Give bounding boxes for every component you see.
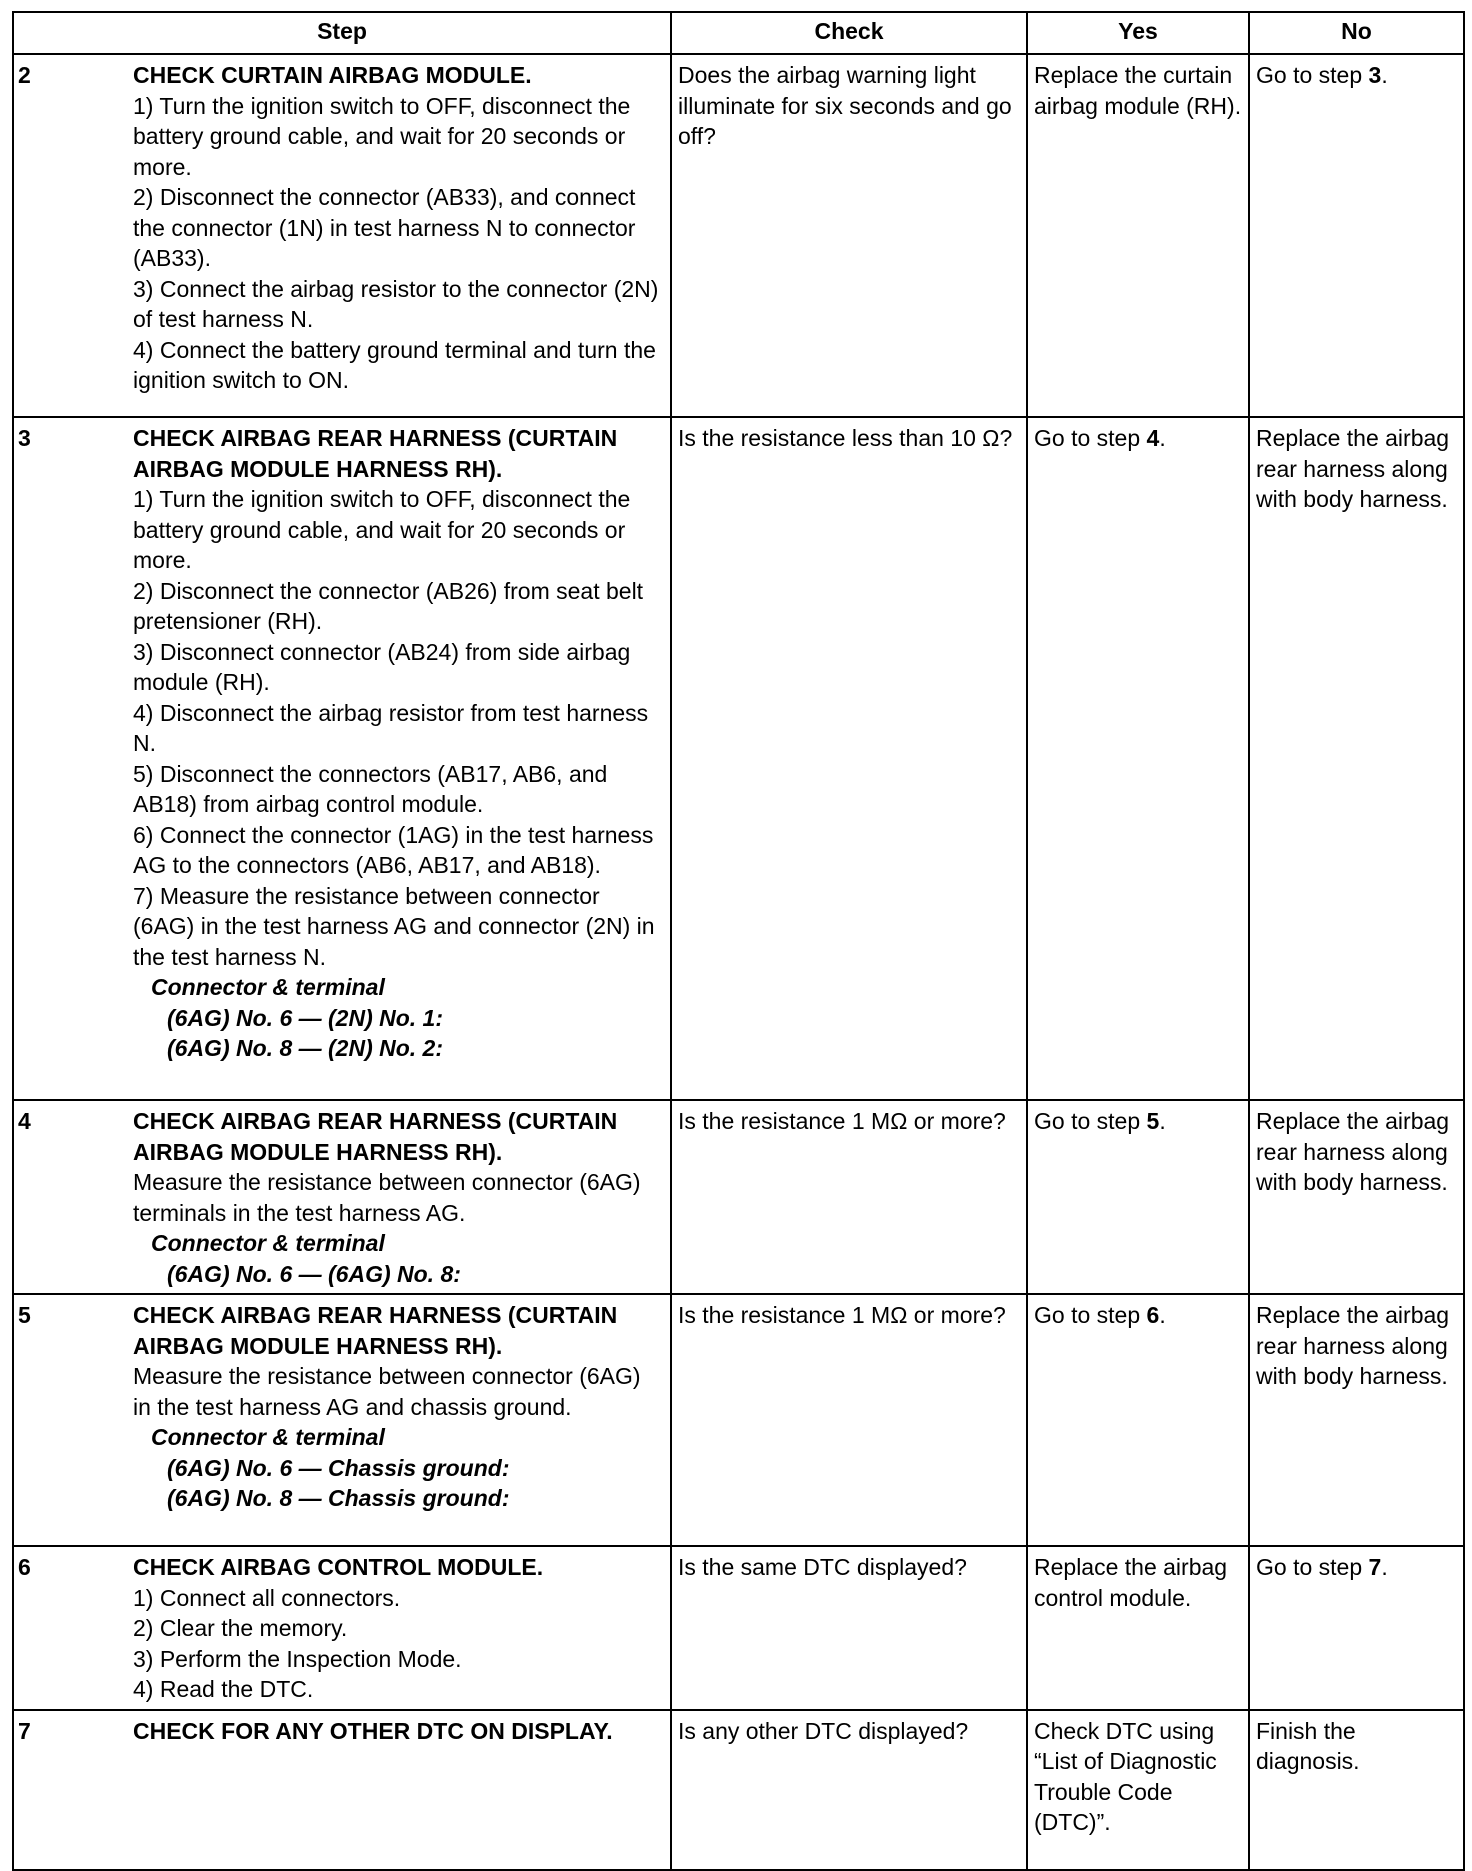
yes-step-ref: 4 xyxy=(1146,425,1160,451)
no-action-suffix: . xyxy=(1381,1554,1388,1580)
step-number: 4 xyxy=(13,1100,129,1294)
yes-action xyxy=(1027,54,1249,417)
connector-terminal-spec: (6AG) No. 6 — Chassis ground: xyxy=(167,1454,510,1481)
step-description xyxy=(129,1100,671,1294)
step-instruction: 6) Connect the connector (1AG) in the test harness AG to the connectors (AB6, AB17, and AB18). xyxy=(133,821,654,878)
check-question: Is the resistance 1 MΩ or more? xyxy=(671,1100,1027,1294)
yes-action-text: Check DTC using “List of Diagnostic Trouble Code (DTC)”. xyxy=(1034,1717,1217,1835)
yes-action-suffix: . xyxy=(1159,425,1166,451)
step-number: 6 xyxy=(13,1546,129,1710)
yes-action xyxy=(1027,1294,1249,1546)
step-instruction: 1) Connect all connectors. xyxy=(133,1584,401,1611)
connector-terminal-spec: (6AG) No. 6 — (6AG) No. 8: xyxy=(167,1260,461,1287)
yes-action xyxy=(1027,1710,1249,1870)
no-action-text: Replace the airbag rear harness along with body harness. xyxy=(1256,1108,1450,1195)
step-instruction: 2) Clear the memory. xyxy=(133,1615,348,1641)
no-step-ref: 3 xyxy=(1368,62,1382,88)
header-check: Check xyxy=(671,12,1027,54)
no-action xyxy=(1249,1546,1464,1710)
step-title: CHECK AIRBAG REAR HARNESS (CURTAIN AIRBAG MODULE HARNESS RH). xyxy=(133,1108,618,1165)
step-instruction: 4) Connect the battery ground terminal and turn the ignition switch to ON. xyxy=(133,336,656,393)
connector-terminal-heading: Connector & terminal xyxy=(151,974,385,1000)
step-number: 3 xyxy=(13,417,129,1100)
no-action xyxy=(1249,54,1464,417)
header-row xyxy=(13,12,1464,54)
yes-action-text: Replace the airbag control module. xyxy=(1034,1554,1228,1611)
check-question: Does the airbag warning light illuminate for six seconds and go off? xyxy=(671,54,1027,417)
no-action xyxy=(1249,1710,1464,1870)
no-action-text: Replace the airbag rear harness along with body harness. xyxy=(1256,425,1450,512)
step-number: 7 xyxy=(13,1710,129,1870)
step-instruction: 2) Disconnect the connector (AB26) from seat belt pretensioner (RH). xyxy=(133,577,644,634)
check-question: Is any other DTC displayed? xyxy=(671,1710,1027,1870)
connector-terminal-spec: (6AG) No. 6 — (2N) No. 1: xyxy=(167,1004,444,1031)
step-title: CHECK CURTAIN AIRBAG MODULE. xyxy=(133,62,532,88)
yes-action xyxy=(1027,1546,1249,1710)
no-action-text: Replace the airbag rear harness along with body harness. xyxy=(1256,1302,1450,1389)
no-action-text: Go to step xyxy=(1256,1554,1369,1580)
yes-action-text: Go to step xyxy=(1034,1108,1147,1134)
step-instruction: 2) Disconnect the connector (AB33), and connect the connector (1N) in test harness N to connector (AB33). xyxy=(133,184,636,271)
step-instruction: 3) Connect the airbag resistor to the connector (2N) of test harness N. xyxy=(133,275,659,332)
yes-step-ref: 5 xyxy=(1146,1108,1160,1134)
table-row xyxy=(13,1710,1464,1870)
step-title: CHECK AIRBAG REAR HARNESS (CURTAIN AIRBAG MODULE HARNESS RH). xyxy=(133,425,618,482)
step-description xyxy=(129,54,671,417)
step-description xyxy=(129,1710,671,1870)
step-description xyxy=(129,1294,671,1546)
yes-action-text: Replace the curtain airbag module (RH). xyxy=(1034,62,1242,119)
no-action xyxy=(1249,1294,1464,1546)
step-instruction: 4) Disconnect the airbag resistor from test harness N. xyxy=(133,699,649,756)
step-number: 2 xyxy=(13,54,129,417)
step-instruction: 4) Read the DTC. xyxy=(133,1676,314,1702)
connector-terminal-heading: Connector & terminal xyxy=(151,1230,385,1256)
step-title: CHECK AIRBAG REAR HARNESS (CURTAIN AIRBAG MODULE HARNESS RH). xyxy=(133,1302,618,1359)
no-action xyxy=(1249,417,1464,1100)
connector-terminal-spec: (6AG) No. 8 — Chassis ground: xyxy=(167,1485,510,1511)
yes-action-suffix: . xyxy=(1159,1302,1166,1328)
yes-action-text: Go to step xyxy=(1034,425,1147,451)
header-yes: Yes xyxy=(1027,12,1249,54)
no-action-suffix: . xyxy=(1381,62,1388,88)
yes-action-text: Go to step xyxy=(1034,1302,1147,1328)
step-title: CHECK FOR ANY OTHER DTC ON DISPLAY. xyxy=(133,1717,613,1744)
step-description xyxy=(129,417,671,1100)
table-row xyxy=(13,1100,1464,1294)
no-step-ref: 7 xyxy=(1368,1554,1382,1580)
connector-terminal-spec: (6AG) No. 8 — (2N) No. 2: xyxy=(167,1035,444,1061)
table-row xyxy=(13,417,1464,1100)
yes-action xyxy=(1027,417,1249,1100)
yes-action-suffix: . xyxy=(1159,1108,1166,1134)
step-instruction: 1) Turn the ignition switch to OFF, disconnect the battery ground cable, and wait for 20 seconds or more. xyxy=(133,92,631,180)
step-title: CHECK AIRBAG CONTROL MODULE. xyxy=(133,1554,544,1580)
step-instruction: 5) Disconnect the connectors (AB17, AB6, and AB18) from airbag control module. xyxy=(133,760,608,817)
step-instruction: 3) Perform the Inspection Mode. xyxy=(133,1645,462,1672)
header-step: Step xyxy=(13,12,671,54)
diagnostic-table xyxy=(12,11,1465,1871)
step-instruction: Measure the resistance between connector (6AG) terminals in the test harness AG. xyxy=(133,1169,641,1226)
check-question: Is the resistance 1 MΩ or more? xyxy=(671,1294,1027,1546)
step-number: 5 xyxy=(13,1294,129,1546)
no-action-text: Go to step xyxy=(1256,62,1369,88)
table-row xyxy=(13,1546,1464,1710)
check-question: Is the same DTC displayed? xyxy=(671,1546,1027,1710)
connector-terminal-heading: Connector & terminal xyxy=(151,1424,385,1450)
step-instruction: 1) Turn the ignition switch to OFF, disconnect the battery ground cable, and wait for 20 seconds or more. xyxy=(133,486,631,573)
no-action-text: Finish the diagnosis. xyxy=(1256,1717,1360,1774)
step-instruction: Measure the resistance between connector (6AG) in the test harness AG and chassis ground. xyxy=(133,1363,641,1420)
no-action xyxy=(1249,1100,1464,1294)
yes-action xyxy=(1027,1100,1249,1294)
table-row xyxy=(13,54,1464,417)
header-no: No xyxy=(1249,12,1464,54)
step-instruction: 7) Measure the resistance between connector (6AG) in the test harness AG and connector (2N) in the test harness N. xyxy=(133,882,655,970)
step-description xyxy=(129,1546,671,1710)
step-instruction: 3) Disconnect connector (AB24) from side airbag module (RH). xyxy=(133,638,631,695)
table-row xyxy=(13,1294,1464,1546)
check-question: Is the resistance less than 10 Ω? xyxy=(671,417,1027,1100)
yes-step-ref: 6 xyxy=(1146,1302,1160,1328)
